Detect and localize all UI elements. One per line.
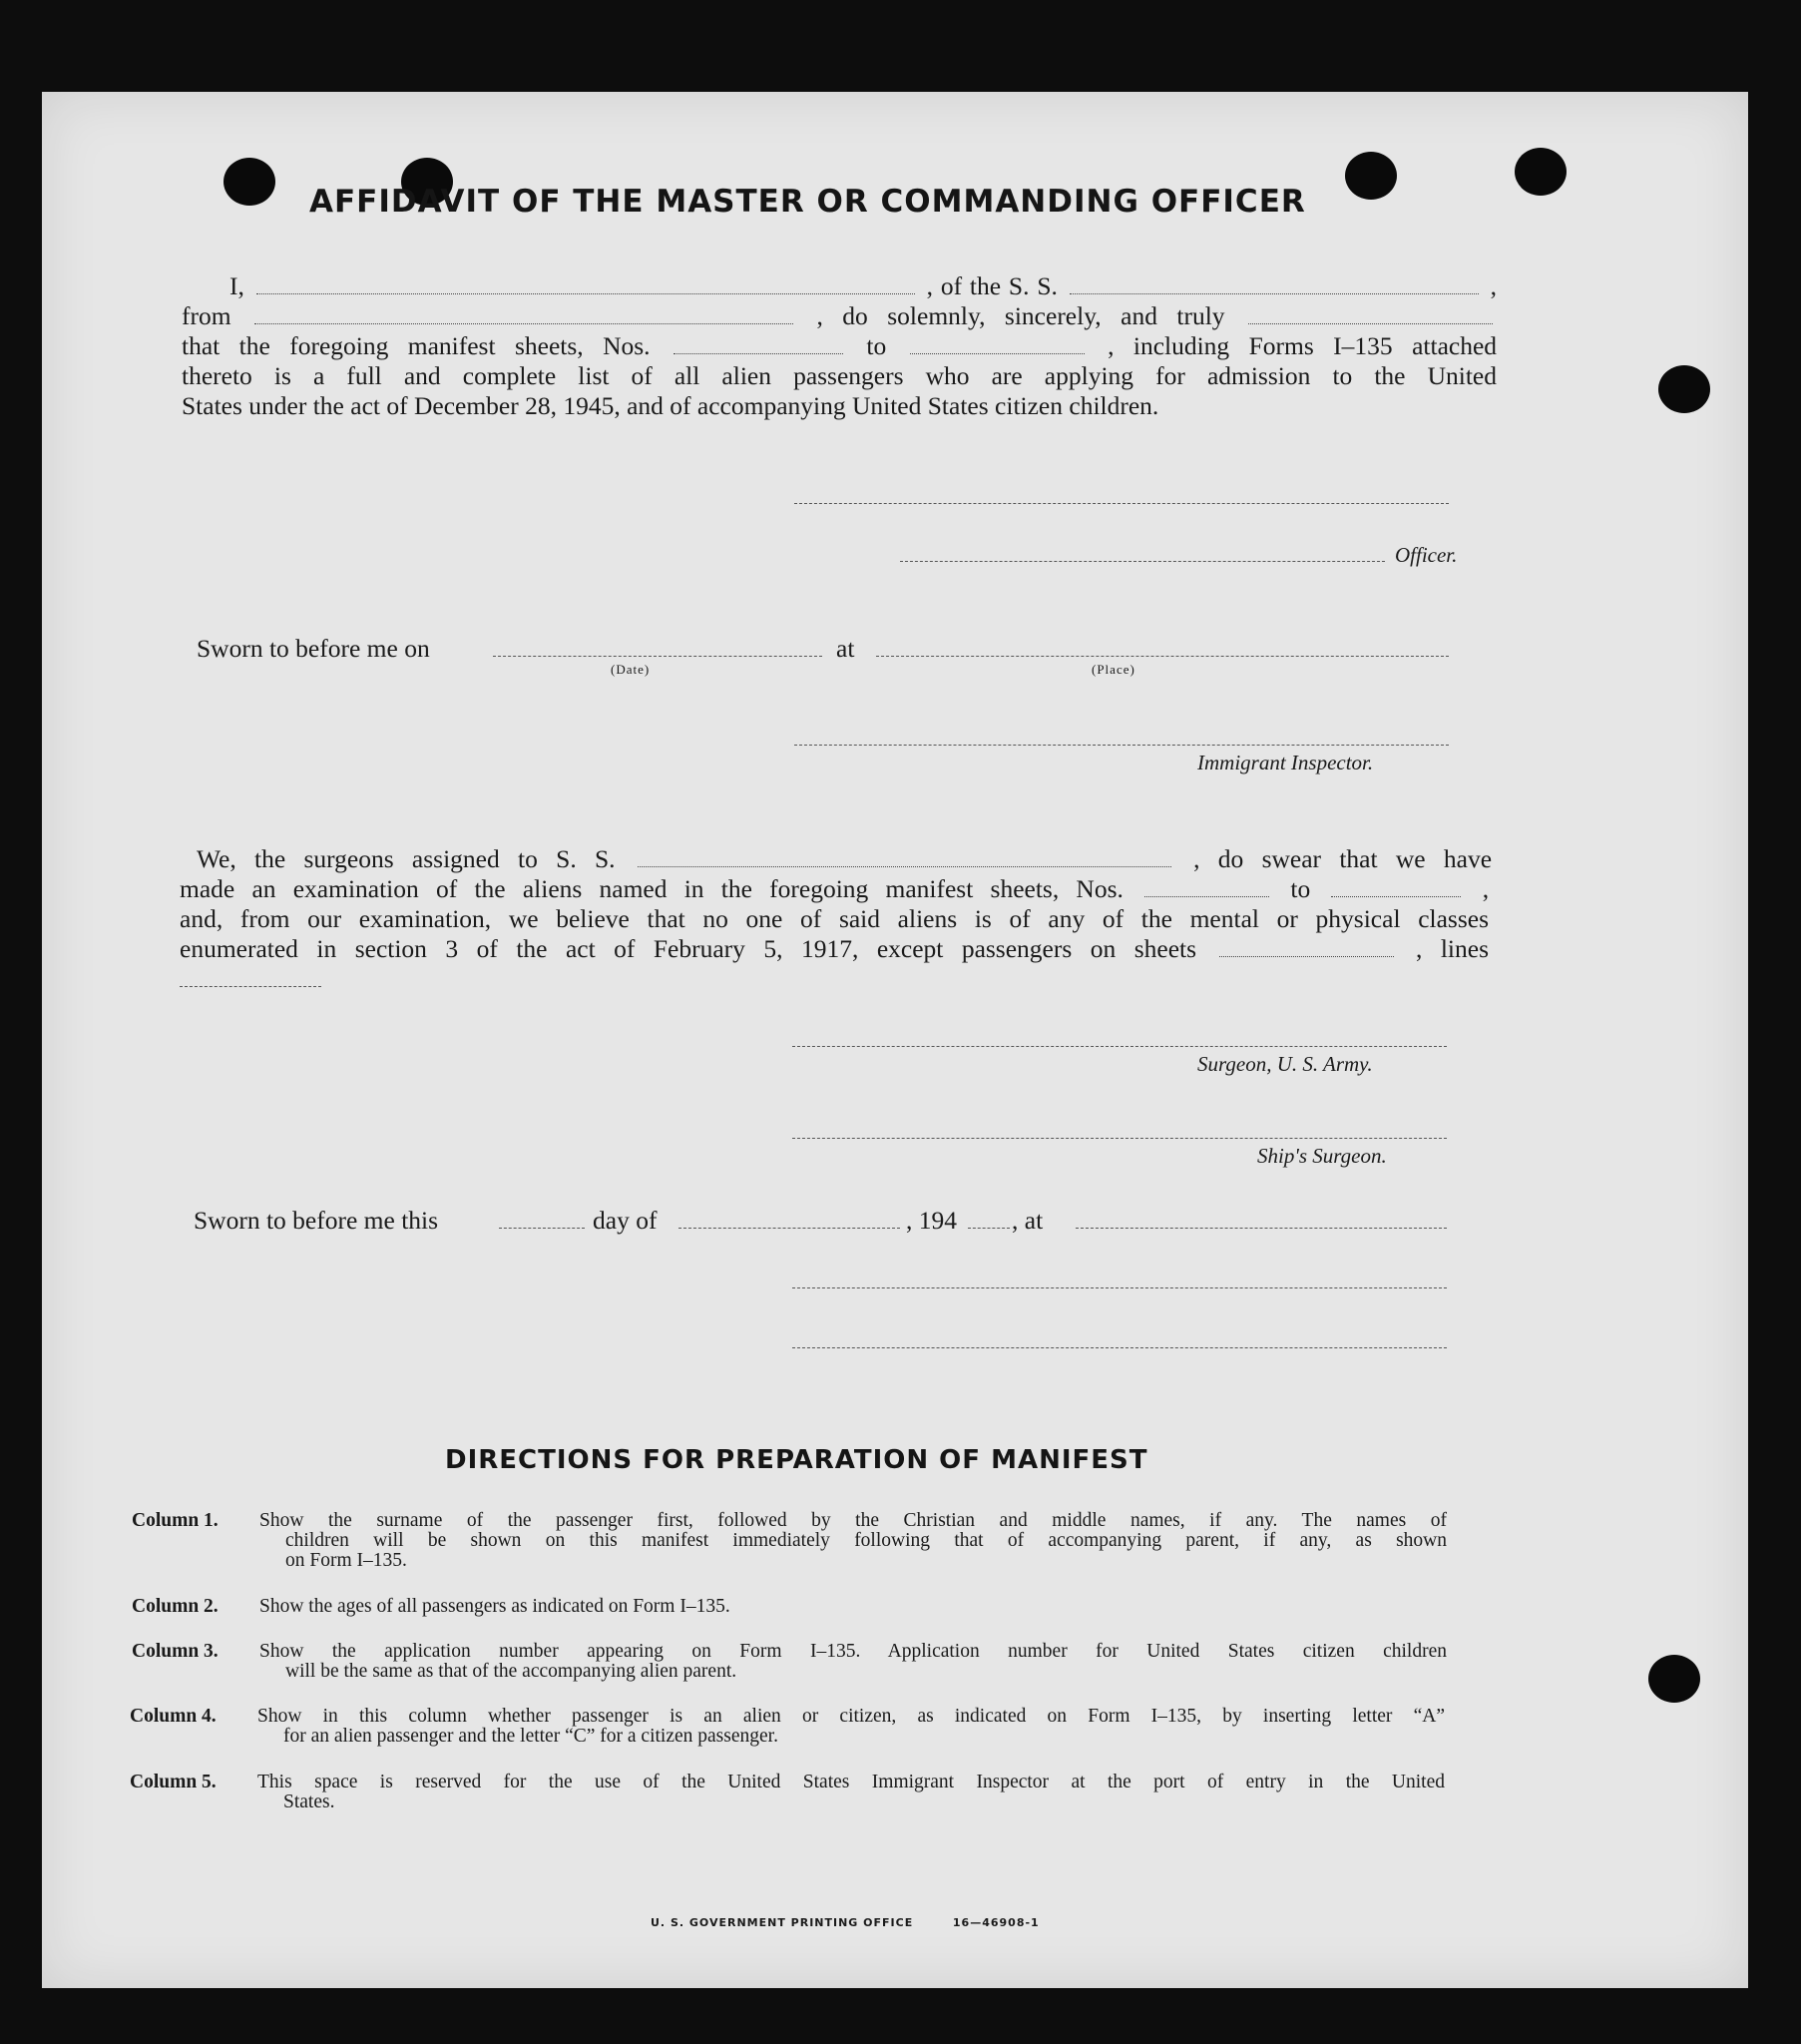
sworn-at-field[interactable] [1076,1228,1447,1229]
master-name-field[interactable] [256,273,915,294]
sworn-day-field[interactable] [499,1228,585,1229]
form-page: AFFIDAVIT OF THE MASTER OR COMMANDING OFFICER I, , of the S. S. , from , do solemnly, sincerely, and truly that the foregoing manifest sheets, Nos. to , including Forms I–135 attached thereto is a full and complete list of all alien passengers who are applying for admission to the United States under the act of December 28, 1945, and of accompanying United States citizen children. Officer. Sworn to before me on (Date) at (Place) Immigrant Inspector. We, the surgeons assigned to S. S. , do swear that we have made an examination of the aliens named in the foregoing manifest sheets, Nos. to , and, from our examination, we believe that no one of said aliens is of any of the mental or physical classes enumerated in section 3 of the act of February 5, 1917, except passengers on sheets , lines Surgeon, U. S. Army. Ship's Surgeon. Sworn to before me this day of , 194 , at DIRECTIONS FOR PREPARATION OF MANIFEST Column 1. Show the surname of the passenger first, followed by the Christian and middle names, if any. The names of children will be shown on this manifest immediately following that of accompanying parent, if any, as shown on Form I–135. Column 2. Show the ages of all passengers as indicated on Form I–135. Column 3. Show the application number appearing on Form I–135. Application number for United States citizen children will be the same as that of the accompanying alien parent. Column 4. Show in this column whether passenger is an alien or citizen, as indicated on Form I–135, by inserting letter “A” for an alien passenger and the letter “C” for a citizen passenger. Column 5. This space is reserved for the use of the United States Immigrant Inspector at the port of entry in the United States. U. S. GOVERNMENT PRINTING OFFICE 16—46908-1 [42,92,1748,1988]
affidavit-line-4: thereto is a full and complete list of all alien passengers who are applying for admission to the United [182,361,1497,390]
surgeons-line-1: We, the surgeons assigned to S. S. , do swear that we have [197,844,1493,873]
sworn-day-b: day of [593,1206,658,1235]
surgeon-sheet-to-field[interactable] [1331,876,1461,897]
army-surgeon-signature-line[interactable] [792,1046,1447,1047]
except-sheets-field[interactable] [1219,936,1394,957]
punch-hole [224,158,275,206]
sworn-date-line: Sworn to before me on [197,634,430,663]
affidavit-line-3: that the foregoing manifest sheets, Nos. to , including Forms I–135 attached [182,331,1498,360]
punch-hole [1658,365,1710,413]
place-caption: (Place) [1092,662,1135,677]
inspector2-signature-line[interactable] [792,1287,1447,1288]
surgeons-line-3: and, from our examination, we believe that no one of said aliens is of any of the mental or physical classes [180,904,1489,933]
sworn-day-a: Sworn to before me this [194,1206,439,1235]
date-caption: (Date) [611,662,651,677]
from-port-field[interactable] [254,303,793,324]
inspector-label: Immigrant Inspector. [1197,751,1374,774]
directions-title: DIRECTIONS FOR PREPARATION OF MANIFEST [445,1445,1148,1475]
punch-hole [1648,1655,1700,1703]
sworn-place-field[interactable] [876,656,1449,657]
affidavit-line-1: I, , of the S. S. , [229,271,1498,300]
ship-surgeon-signature-line[interactable] [792,1138,1447,1139]
officer-label: Officer. [1395,543,1458,567]
form-code: 16—46908-1 [952,1916,1040,1929]
surgeons-line-4: enumerated in section 3 of the act of February 5, 1917, except passengers on sheets , lines [180,934,1489,963]
printer-imprint [651,1916,1040,1929]
sworn-at-label: at [836,634,855,663]
inspector2-title-line[interactable] [792,1347,1447,1348]
inspector-signature-line[interactable] [794,745,1449,746]
affidavit-line-5: States under the act of December 28, 1945, and of accompanying United States citizen children. [182,391,1159,420]
surgeons-line-2: made an examination of the aliens named in the foregoing manifest sheets, Nos. to , [180,874,1490,903]
lines-field[interactable] [180,986,321,987]
sheet-to-field[interactable] [910,333,1085,354]
affidavit-line-2: from , do solemnly, sincerely, and truly [182,301,1497,331]
officer-signature-line[interactable] [900,561,1385,562]
sheet-from-field[interactable] [674,333,843,354]
surgeon-sheet-from-field[interactable] [1144,876,1269,897]
sworn-month-field[interactable] [678,1228,900,1229]
sworn-date-field[interactable] [493,656,822,657]
master-signature-line[interactable] [794,503,1449,504]
punch-hole [1345,152,1397,200]
army-surgeon-label: Surgeon, U. S. Army. [1197,1052,1373,1076]
page-title: AFFIDAVIT OF THE MASTER OR COMMANDING OFFICER [309,184,1306,220]
sworn-day-c: , 194 [906,1206,957,1235]
sworn-year-field[interactable] [968,1228,1010,1229]
surgeon-ship-field[interactable] [638,846,1171,867]
truly-field[interactable] [1248,303,1493,324]
sworn-day-d: , at [1012,1206,1044,1235]
ship-surgeon-label: Ship's Surgeon. [1257,1144,1387,1168]
printer-name: U. S. GOVERNMENT PRINTING OFFICE [651,1916,914,1929]
ship-name-field[interactable] [1070,273,1479,294]
punch-hole [1515,148,1567,196]
